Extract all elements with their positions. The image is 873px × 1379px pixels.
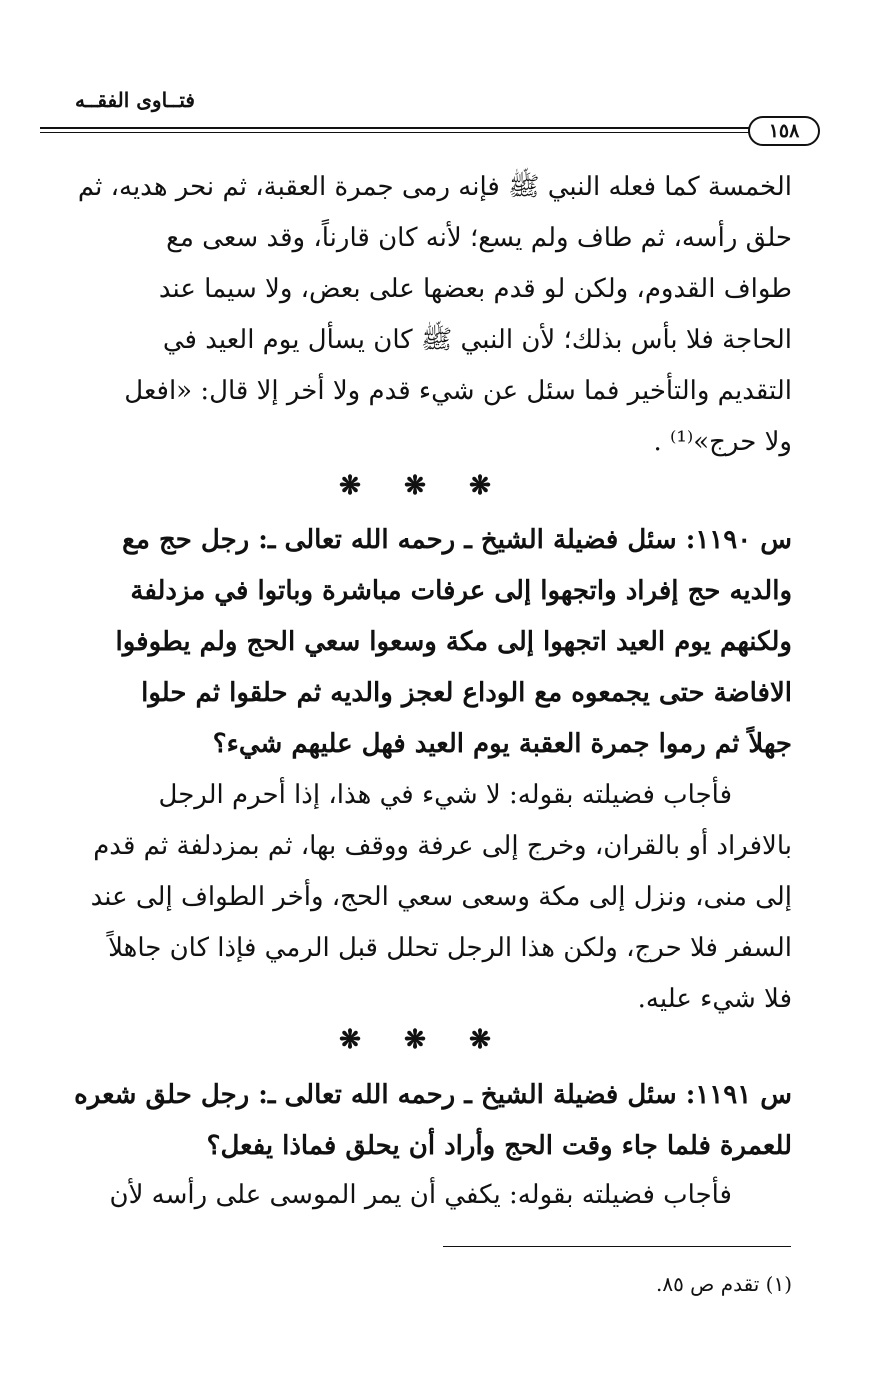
text-line: الافاضة حتى يجمعوه مع الوداع لعجز والديه ثم حلقوا ثم حلوا bbox=[141, 678, 792, 708]
section-separator bbox=[330, 1020, 500, 1060]
text-line: للعمرة فلما جاء وقت الحج وأراد أن يحلق فماذا يفعل؟ bbox=[206, 1131, 792, 1161]
header-rule bbox=[40, 127, 752, 133]
text-line: السفر فلا حرج، ولكن هذا الرجل تحلل قبل الرمي فإذا كان جاهلاً bbox=[108, 933, 792, 963]
question-1191 bbox=[40, 1070, 792, 1172]
text-line: فلا شيء عليه. bbox=[637, 984, 792, 1014]
page-number: ١٥٨ bbox=[748, 116, 820, 146]
running-title: فتــاوى الفقــه bbox=[74, 88, 195, 112]
footnote: (١) تقدم ص ٨٥. bbox=[655, 1272, 792, 1296]
text-line: فأجاب فضيلته بقوله: يكفي أن يمر الموسى على رأسه لأن bbox=[109, 1180, 732, 1210]
text-line: الخمسة كما فعله النبي ﷺ فإنه رمى جمرة العقبة، ثم نحر هديه، ثم bbox=[77, 172, 792, 202]
text-line: الحاجة فلا بأس بذلك؛ لأن النبي ﷺ كان يسأل يوم العيد في bbox=[162, 325, 792, 355]
asterism-icon: ❋ bbox=[404, 1025, 426, 1055]
section-separator bbox=[330, 466, 500, 506]
text-line: بالافراد أو بالقران، وخرج إلى عرفة ووقف بها، ثم بمزدلفة ثم قدم bbox=[93, 831, 792, 861]
footnote-rule bbox=[443, 1246, 791, 1247]
text-line: س ١١٩١: سئل فضيلة الشيخ ـ رحمه الله تعالى ـ: رجل حلق شعره bbox=[74, 1080, 792, 1110]
asterism-icon: ❋ bbox=[339, 1025, 361, 1055]
asterism-icon: ❋ bbox=[339, 471, 361, 501]
text-line: ولا حرج»⁽¹⁾ . bbox=[653, 427, 792, 457]
text-line: التقديم والتأخير فما سئل عن شيء قدم ولا أخر إلا قال: «افعل bbox=[124, 376, 792, 406]
paragraph-continuation bbox=[40, 162, 792, 468]
asterism-icon: ❋ bbox=[404, 471, 426, 501]
text-line: إلى منى، ونزل إلى مكة وسعى سعي الحج، وأخر الطواف إلى عند bbox=[90, 882, 792, 912]
text-line: جهلاً ثم رموا جمرة العقبة يوم العيد فهل عليهم شيء؟ bbox=[212, 729, 792, 759]
text-line: حلق رأسه، ثم طاف ولم يسع؛ لأنه كان قارناً، وقد سعى مع bbox=[166, 223, 792, 253]
text-line: فأجاب فضيلته بقوله: لا شيء في هذا، إذا أحرم الرجل bbox=[158, 780, 732, 810]
text-line: طواف القدوم، ولكن لو قدم بعضها على بعض، ولا سيما عند bbox=[158, 274, 792, 304]
question-1190 bbox=[40, 515, 792, 770]
asterism-icon: ❋ bbox=[469, 1025, 491, 1055]
asterism-icon: ❋ bbox=[469, 471, 491, 501]
text-line: والديه حج إفراد واتجهوا إلى عرفات مباشرة وباتوا في مزدلفة bbox=[130, 576, 792, 606]
answer-1191 bbox=[40, 1170, 792, 1221]
answer-1190 bbox=[40, 770, 792, 1025]
text-line: ولكنهم يوم العيد اتجهوا إلى مكة وسعوا سعي الحج ولم يطوفوا bbox=[115, 627, 792, 657]
text-line: س ١١٩٠: سئل فضيلة الشيخ ـ رحمه الله تعالى ـ: رجل حج مع bbox=[122, 525, 792, 555]
